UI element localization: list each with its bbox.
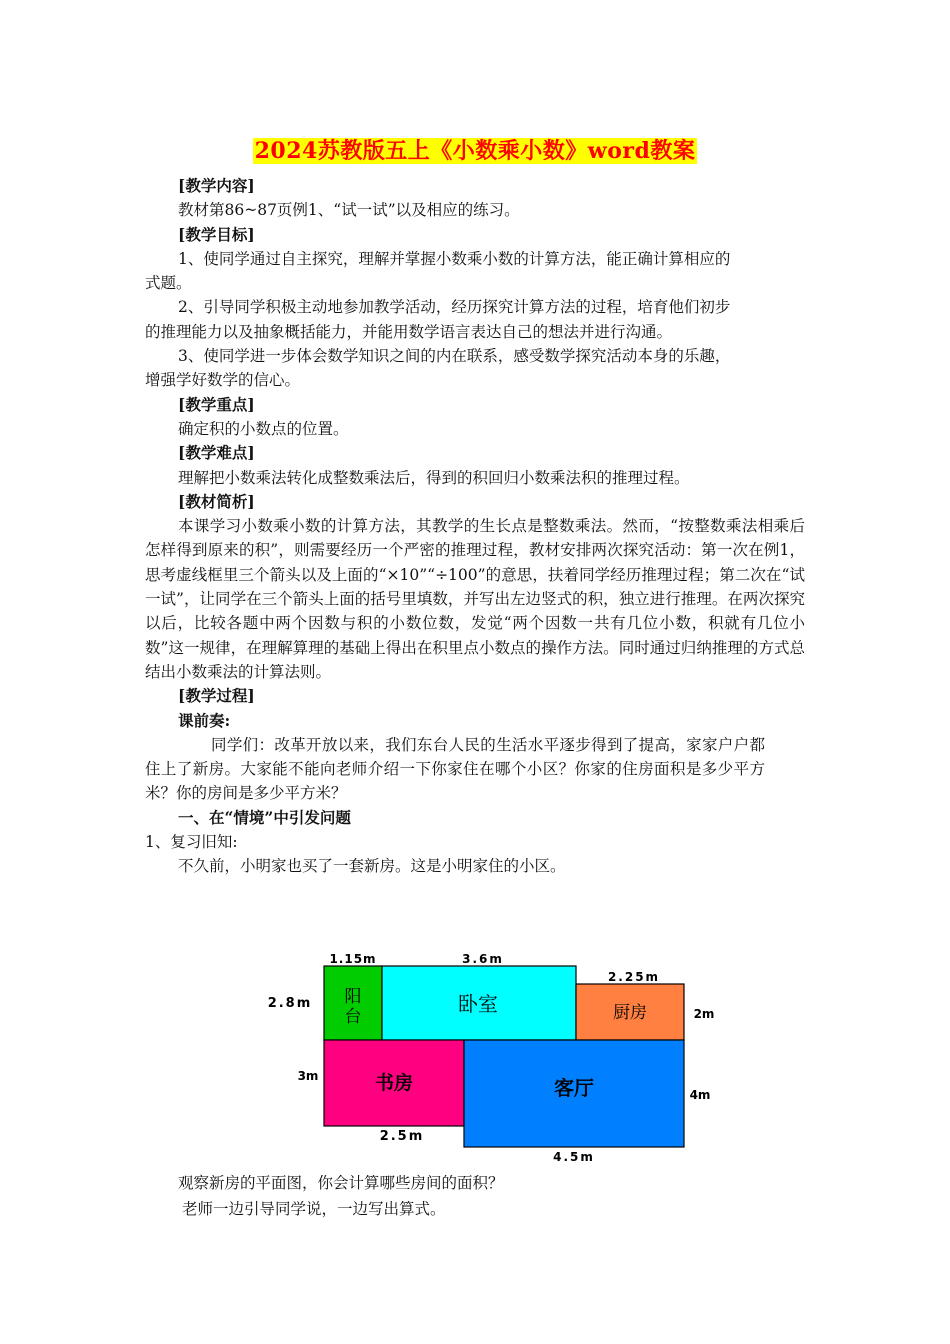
- heading-key: [教学重点]: [178, 394, 255, 414]
- heading-process: [教学过程]: [178, 686, 255, 706]
- floor-plan: [258, 948, 728, 1166]
- room-label-balcony-2: 台: [344, 1007, 362, 1027]
- heading-content: [教学内容]: [178, 176, 255, 195]
- room-label-kitchen: 厨房: [613, 1003, 647, 1023]
- room-label-study: 书房: [374, 1072, 414, 1094]
- difficulty-text: 理解把小数乘法转化成整数乘法后，得到的积回归小数乘法积的推理过程。: [178, 468, 690, 487]
- goal-1-line-1: 1、使同学通过自主探究，理解并掌握小数乘小数的计算方法，能正确计算相应的: [178, 249, 731, 268]
- prelude-text: 同学们：改革开放以来，我们东台人民的生活水平逐步得到了提高，家家户户都住上了新房。大家能不能向老师介绍一下你家住在哪个小区？你家的住房面积是多少平方米？你的房间是多少平方米？: [145, 735, 765, 803]
- dim-4: 2.8m: [267, 996, 313, 1011]
- heading-section-1: 一、在“情境”中引发问题: [178, 807, 351, 827]
- goal-2-line-1: 2、引导同学积极主动地参加教学活动，经历探究计算方法的过程，培育他们初步: [178, 298, 731, 317]
- dim-9: 4.5m: [553, 1150, 595, 1164]
- content-text: 教材第86~87页例1、“试一试”以及相应的练习。: [178, 201, 520, 220]
- dim-2: 3.6m: [462, 952, 504, 966]
- goal-3-line-2: 增强学好数学的信心。: [145, 371, 301, 390]
- room-label-bedroom: 卧室: [458, 992, 498, 1016]
- brief-text: 本课学习小数乘小数的计算方法，其教学的生长点是整数乘法。然而，“按整数乘法相乘后怎样得到原来的积”，则需要经历一个严密的推理过程，教材安排两次探究活动：第一次在例1，思考虚线框里三个箭头以及上面的“×10”“÷100”的意思，扶着同学经历推理过程；第二次在“试一试”，让同学在三个箭头上面的括号里填数，并写出左边竖式的积，独立进行推理。在两次探究以后，比较各题中两个因数与积的小数位数，发觉“两个因数一共有几位小数，积就有几位小数”这一规律，在理解算理的基础上得出在积里点小数点的操作方法。同时通过归纳推理的方式总结出小数乘法的计算法则。: [145, 517, 805, 681]
- document-title-wrap: [0, 134, 950, 165]
- dim-1: 1.15m: [329, 952, 377, 966]
- heading-brief: [教材简析]: [178, 491, 255, 511]
- heading-difficulty: [教学难点]: [178, 443, 255, 463]
- dim-6: 3m: [297, 1069, 319, 1083]
- dim-3: 2.25m: [607, 970, 661, 984]
- after-plan-text: [145, 1170, 805, 1222]
- after-question: 观察新房的平面图，你会计算哪些房间的面积？: [178, 1174, 504, 1192]
- after-instruction: 老师一边引导同学说，一边写出算式。: [182, 1200, 446, 1218]
- room-label-living: 客厅: [554, 1076, 594, 1100]
- review-text: 不久前，小明家也买了一套新房。这是小明家住的小区。: [178, 857, 566, 876]
- goal-1-line-2: 式题。: [145, 274, 192, 293]
- heading-prelude: 课前奏:: [178, 710, 231, 730]
- dim-5: 2m: [693, 1007, 715, 1021]
- review-label: 1、复习旧知:: [145, 833, 238, 852]
- key-text: 确定积的小数点的位置。: [178, 419, 349, 438]
- goal-3-line-1: 3、使同学进一步体会数学知识之间的内在联系，感受数学探究活动本身的乐趣，: [178, 347, 731, 366]
- room-label-balcony-1: 阳: [344, 987, 362, 1007]
- document-body: [145, 174, 805, 879]
- document-title: 2024苏教版五上《小数乘小数》word教案: [254, 138, 696, 164]
- heading-goals: [教学目标]: [178, 224, 255, 244]
- dim-8: 2.5m: [379, 1129, 425, 1144]
- dim-7: 4m: [689, 1088, 711, 1102]
- goal-2-line-2: 的推理能力以及抽象概括能力，并能用数学语言表达自己的想法并进行沟通。: [145, 322, 673, 341]
